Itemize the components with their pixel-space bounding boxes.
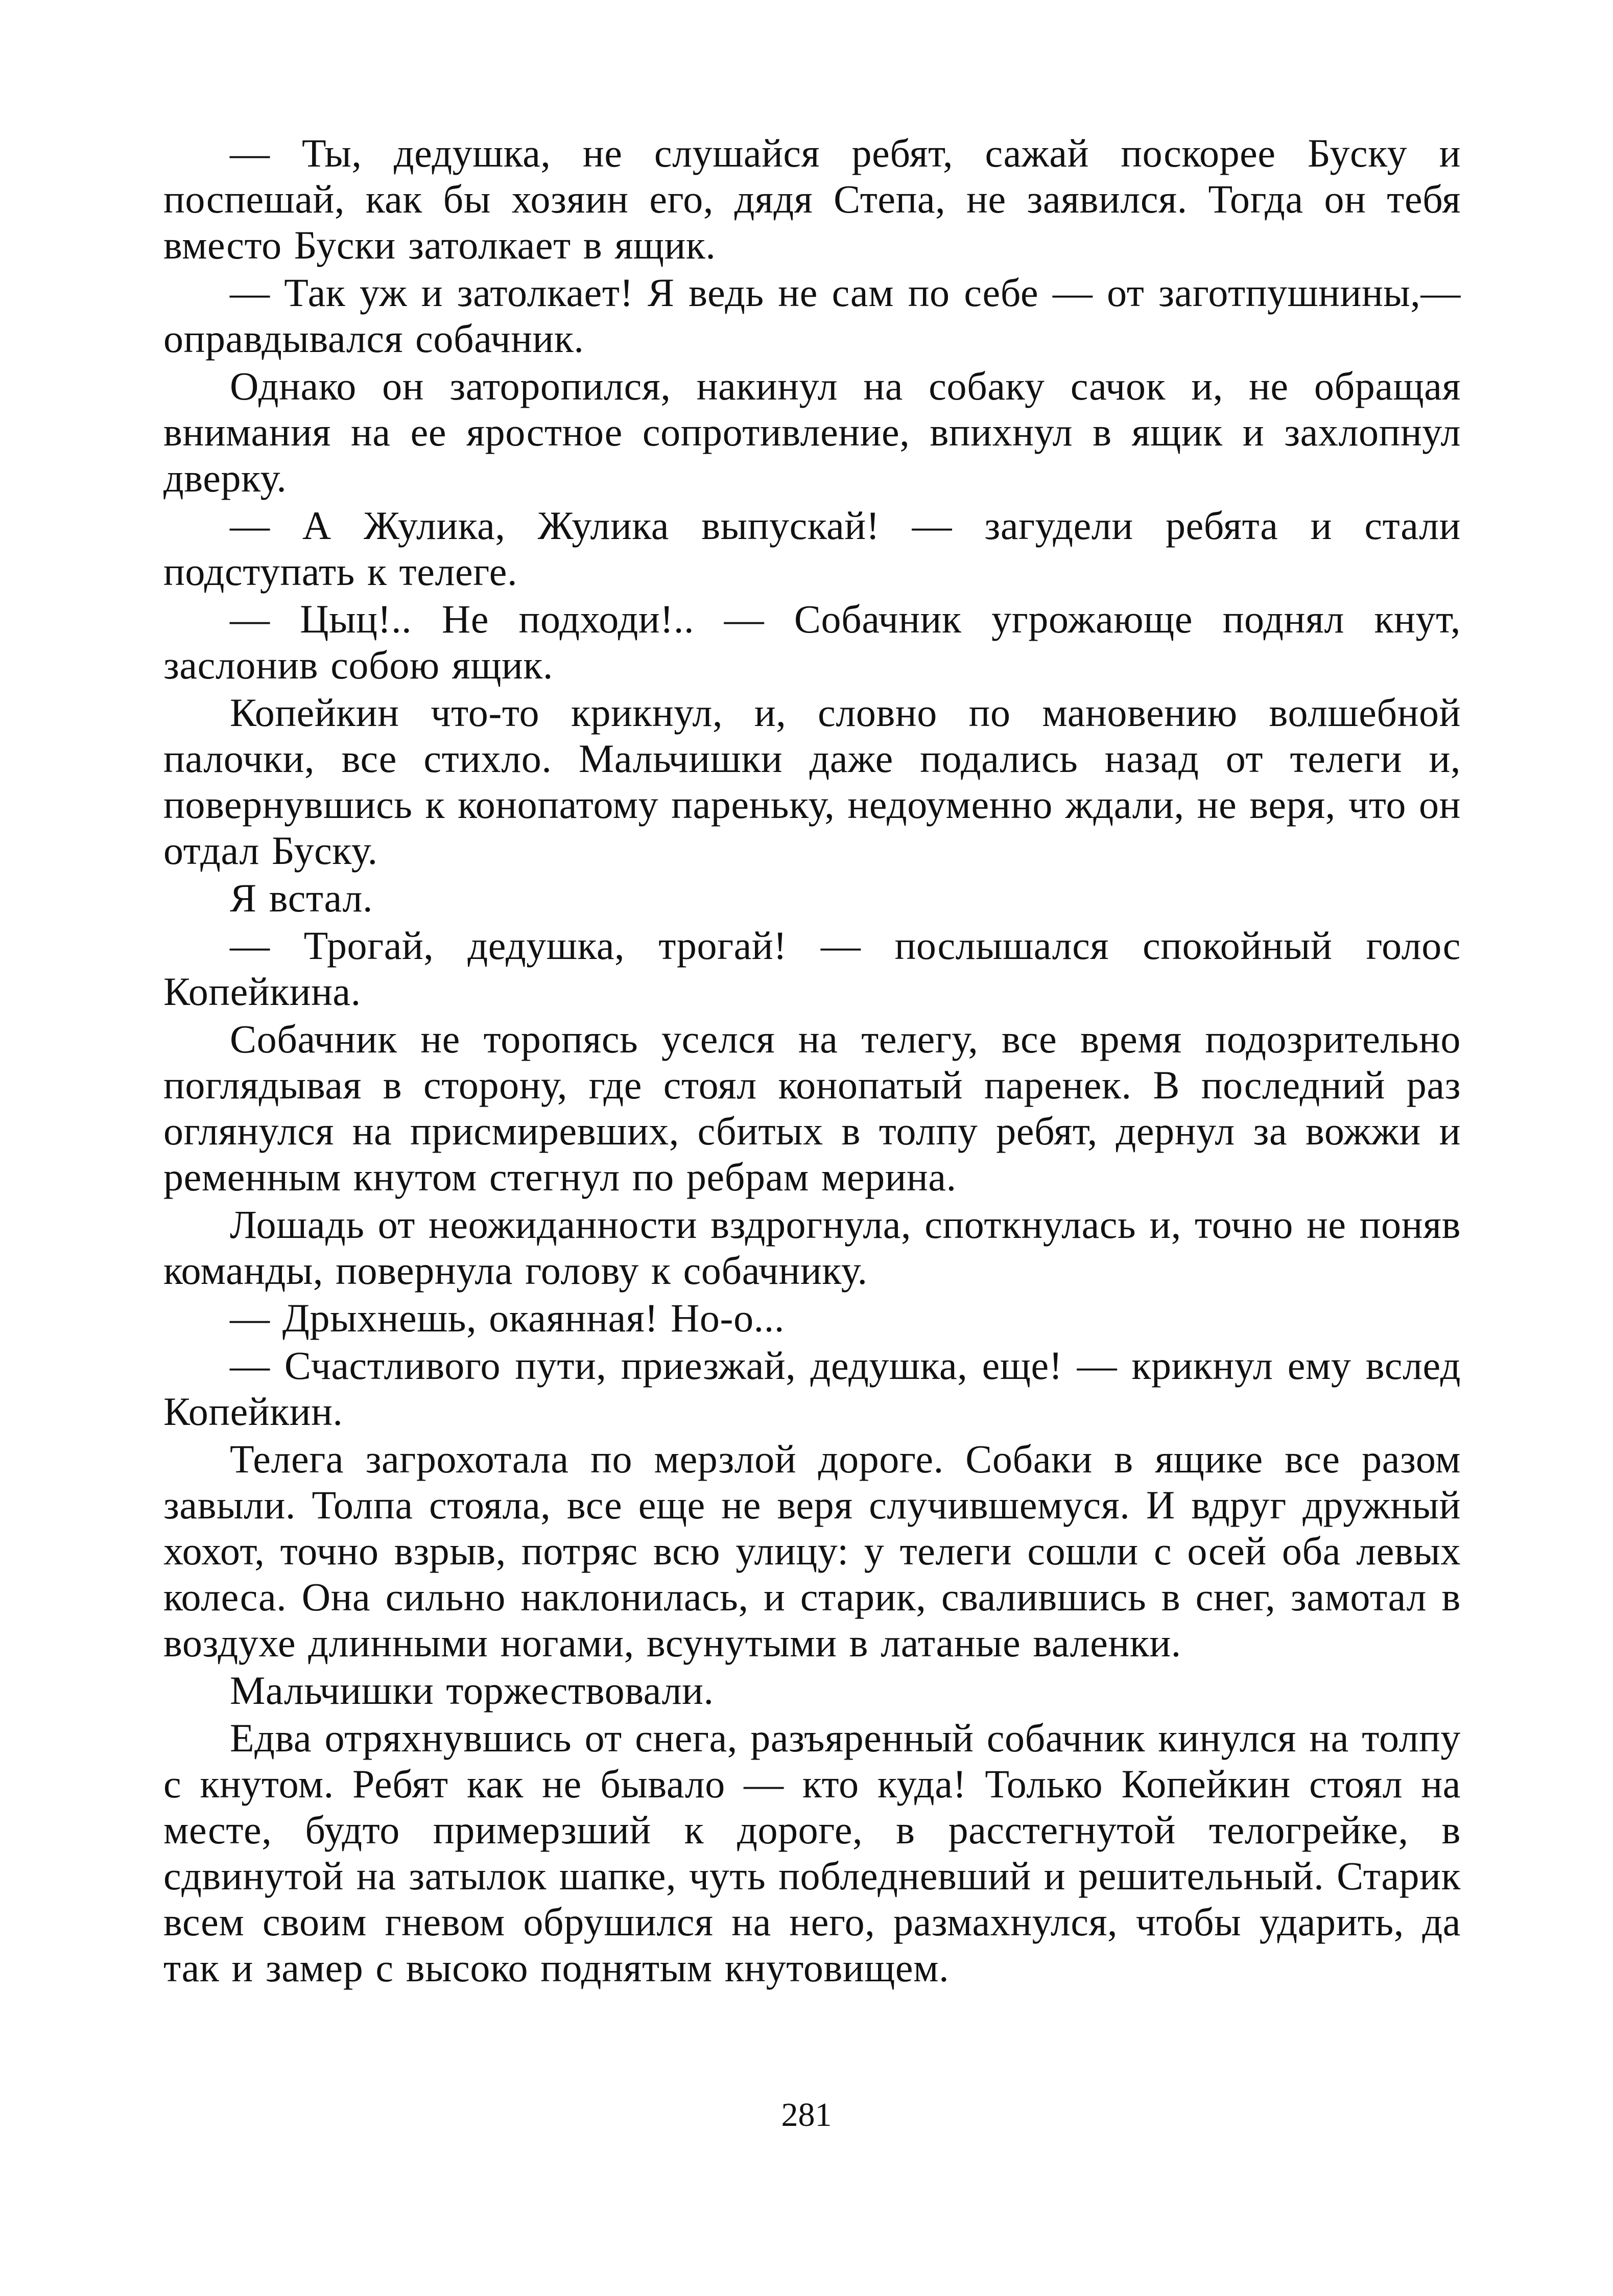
paragraph-8: — Трогай, дедушка, трогай! — послышался спокойный голос Копейкина.: [163, 923, 1461, 1014]
paragraph-2: — Так уж и затолкает! Я ведь не сам по себе — от заготпушнины,— оправдывался собачник.: [163, 270, 1461, 361]
paragraph-6: Копейкин что-то крикнул, и, словно по мановению волшебной палочки, все стихло. Мальчишки даже подались назад от телеги и, повернувшись к конопатому пареньку, недоуменно ждали, не веря, что он отдал Буску.: [163, 690, 1461, 873]
paragraph-10: Лошадь от неожиданности вздрогнула, споткнулась и, точно не поняв команды, повернула голову к собачнику.: [163, 1202, 1461, 1293]
paragraph-12: — Счастливого пути, приезжай, дедушка, еще! — крикнул ему вслед Копейкин.: [163, 1343, 1461, 1434]
paragraph-7: Я встал.: [230, 876, 373, 920]
body-text: [163, 130, 1461, 1993]
paragraph-1: — Ты, дедушка, не слушайся ребят, сажай поскорее Буску и поспешай, как бы хозяин его, дядя Степа, не заявился. Тогда он тебя вместо Буски затолкает в ящик.: [163, 131, 1461, 267]
page-number: 281: [781, 2096, 832, 2134]
paragraph-3: Однако он заторопился, накинул на собаку сачок и, не обращая внимания на ее яростное сопротивление, впихнул в ящик и захлопнул дверку.: [163, 364, 1461, 500]
paragraph-9: Собачник не торопясь уселся на телегу, все время подозрительно поглядывая в сторону, где стоял конопатый паренек. В последний раз оглянулся на присмиревших, сбитых в толпу ребят, дернул за вожжи и ременным кнутом стегнул по ребрам мерина.: [163, 1017, 1461, 1199]
paragraph-14: Мальчишки торжествовали.: [230, 1668, 714, 1713]
paragraph-5: — Цыц!.. Не подходи!.. — Собачник угрожающе поднял кнут, заслонив собою ящик.: [163, 597, 1461, 687]
paragraph-4: — А Жулика, Жулика выпускай! — загудели ребята и стали подступать к телеге.: [163, 503, 1461, 594]
paragraph-13: Телега загрохотала по мерзлой дороге. Собаки в ящике все разом завыли. Толпа стояла, все еще не веря случившемуся. И вдруг дружный хохот, точно взрыв, потряс всю улицу: у телеги сошли с осей оба левых колеса. Она сильно наклонилась, и старик, свалившись в снег, замотал в воздухе длинными ногами, всунутыми в латаные валенки.: [163, 1437, 1461, 1665]
paragraph-11: — Дрыхнешь, окаянная! Но-о...: [230, 1296, 785, 1340]
paragraph-15: Едва отряхнувшись от снега, разъяренный собачник кинулся на толпу с кнутом. Ребят как не бывало — кто куда! Только Копейкин стоял на месте, будто примерзший к дороге, в расстегнутой телогрейке, в сдвинутой на затылок шапке, чуть побледневший и решительный. Старик всем своим гневом обрушился на него, размахнулся, чтобы ударить, да так и замер с высоко поднятым кнутовищем.: [163, 1716, 1461, 1990]
